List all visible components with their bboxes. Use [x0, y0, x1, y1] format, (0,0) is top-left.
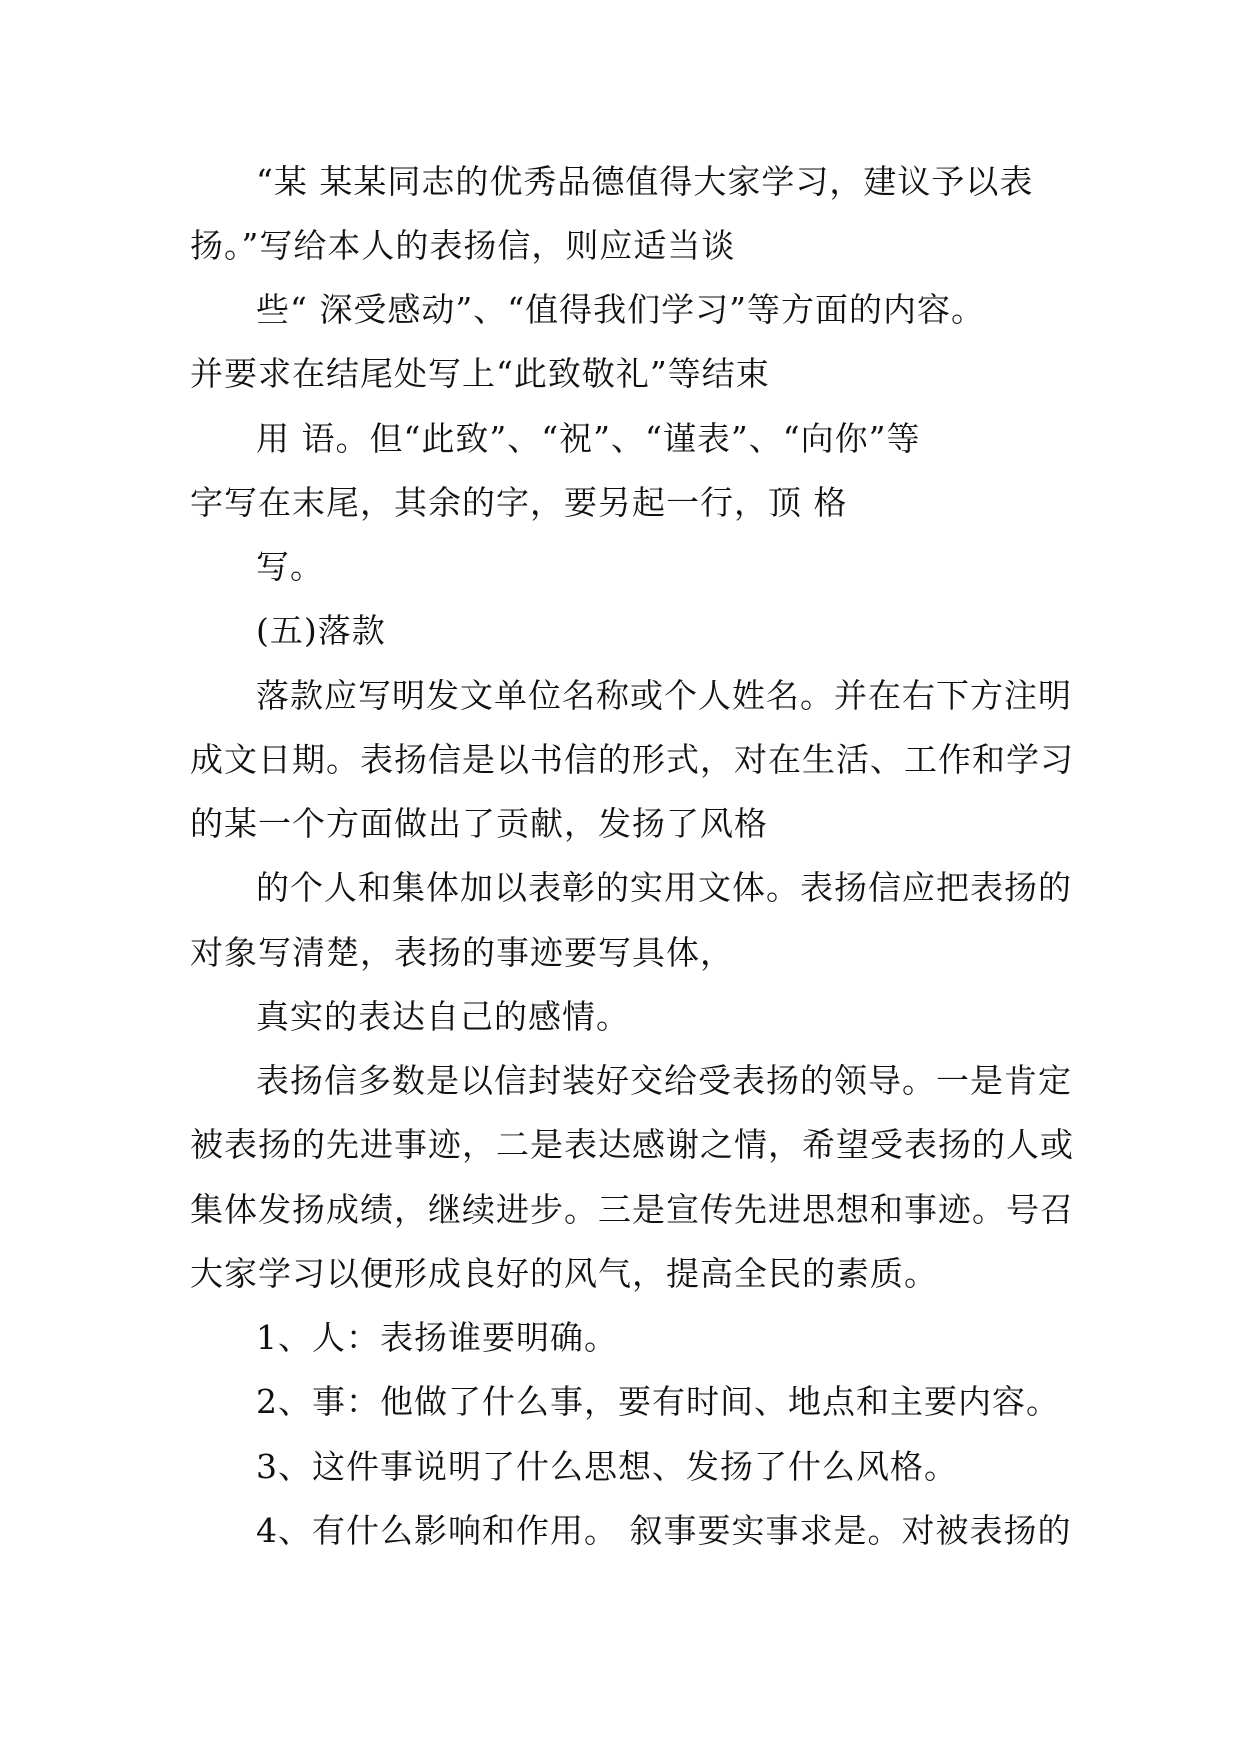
text-line: 表扬信多数是以信封装好交给受表扬的领导。一是肯定 — [256, 1061, 1072, 1100]
text-line: 大家学习以便形成良好的风气，提高全民的素质。 — [190, 1254, 938, 1293]
text-line: 被表扬的先进事迹，二是表达感谢之情，希望受表扬的人或 — [190, 1125, 1074, 1164]
text-line: 的某一个方面做出了贡献，发扬了风格 — [190, 804, 768, 843]
list-item: 4、有什么影响和作用。 叙事要实事求是。对被表扬的 — [256, 1511, 1072, 1550]
text-line: 落款应写明发文单位名称或个人姓名。并在右下方注明 — [256, 676, 1072, 715]
text-line: 对象写清楚，表扬的事迹要写具体， — [190, 933, 734, 972]
list-item: 2、事：他做了什么事，要有时间、地点和主要内容。 — [256, 1382, 1060, 1421]
text-line: 用 语。但“此致”、“祝”、“谨表”、“向你”等 — [256, 419, 921, 458]
text-line: “某 某某同志的优秀品德值得大家学习，建议予以表 — [256, 162, 1034, 201]
text-line: 真实的表达自己的感情。 — [256, 997, 630, 1036]
text-line: 扬。”写给本人的表扬信，则应适当谈 — [190, 226, 736, 265]
text-line: 并要求在结尾处写上“此致敬礼”等结束 — [190, 354, 770, 393]
text-line: 的个人和集体加以表彰的实用文体。表扬信应把表扬的 — [256, 868, 1072, 907]
text-line: 写。 — [256, 547, 324, 586]
text-line: 些“ 深受感动”、“值得我们学习”等方面的内容。 — [256, 290, 985, 329]
text-line: 成文日期。表扬信是以书信的形式，对在生活、工作和学习 — [190, 740, 1074, 779]
list-item: 1、人：表扬谁要明确。 — [256, 1318, 618, 1357]
section-heading: (五)落款 — [256, 611, 386, 650]
text-line: 字写在末尾，其余的字，要另起一行，顶 格 — [190, 483, 848, 522]
text-line: 集体发扬成绩，继续进步。三是宣传先进思想和事迹。号召 — [190, 1190, 1074, 1229]
list-item: 3、这件事说明了什么思想、发扬了什么风格。 — [256, 1447, 958, 1486]
